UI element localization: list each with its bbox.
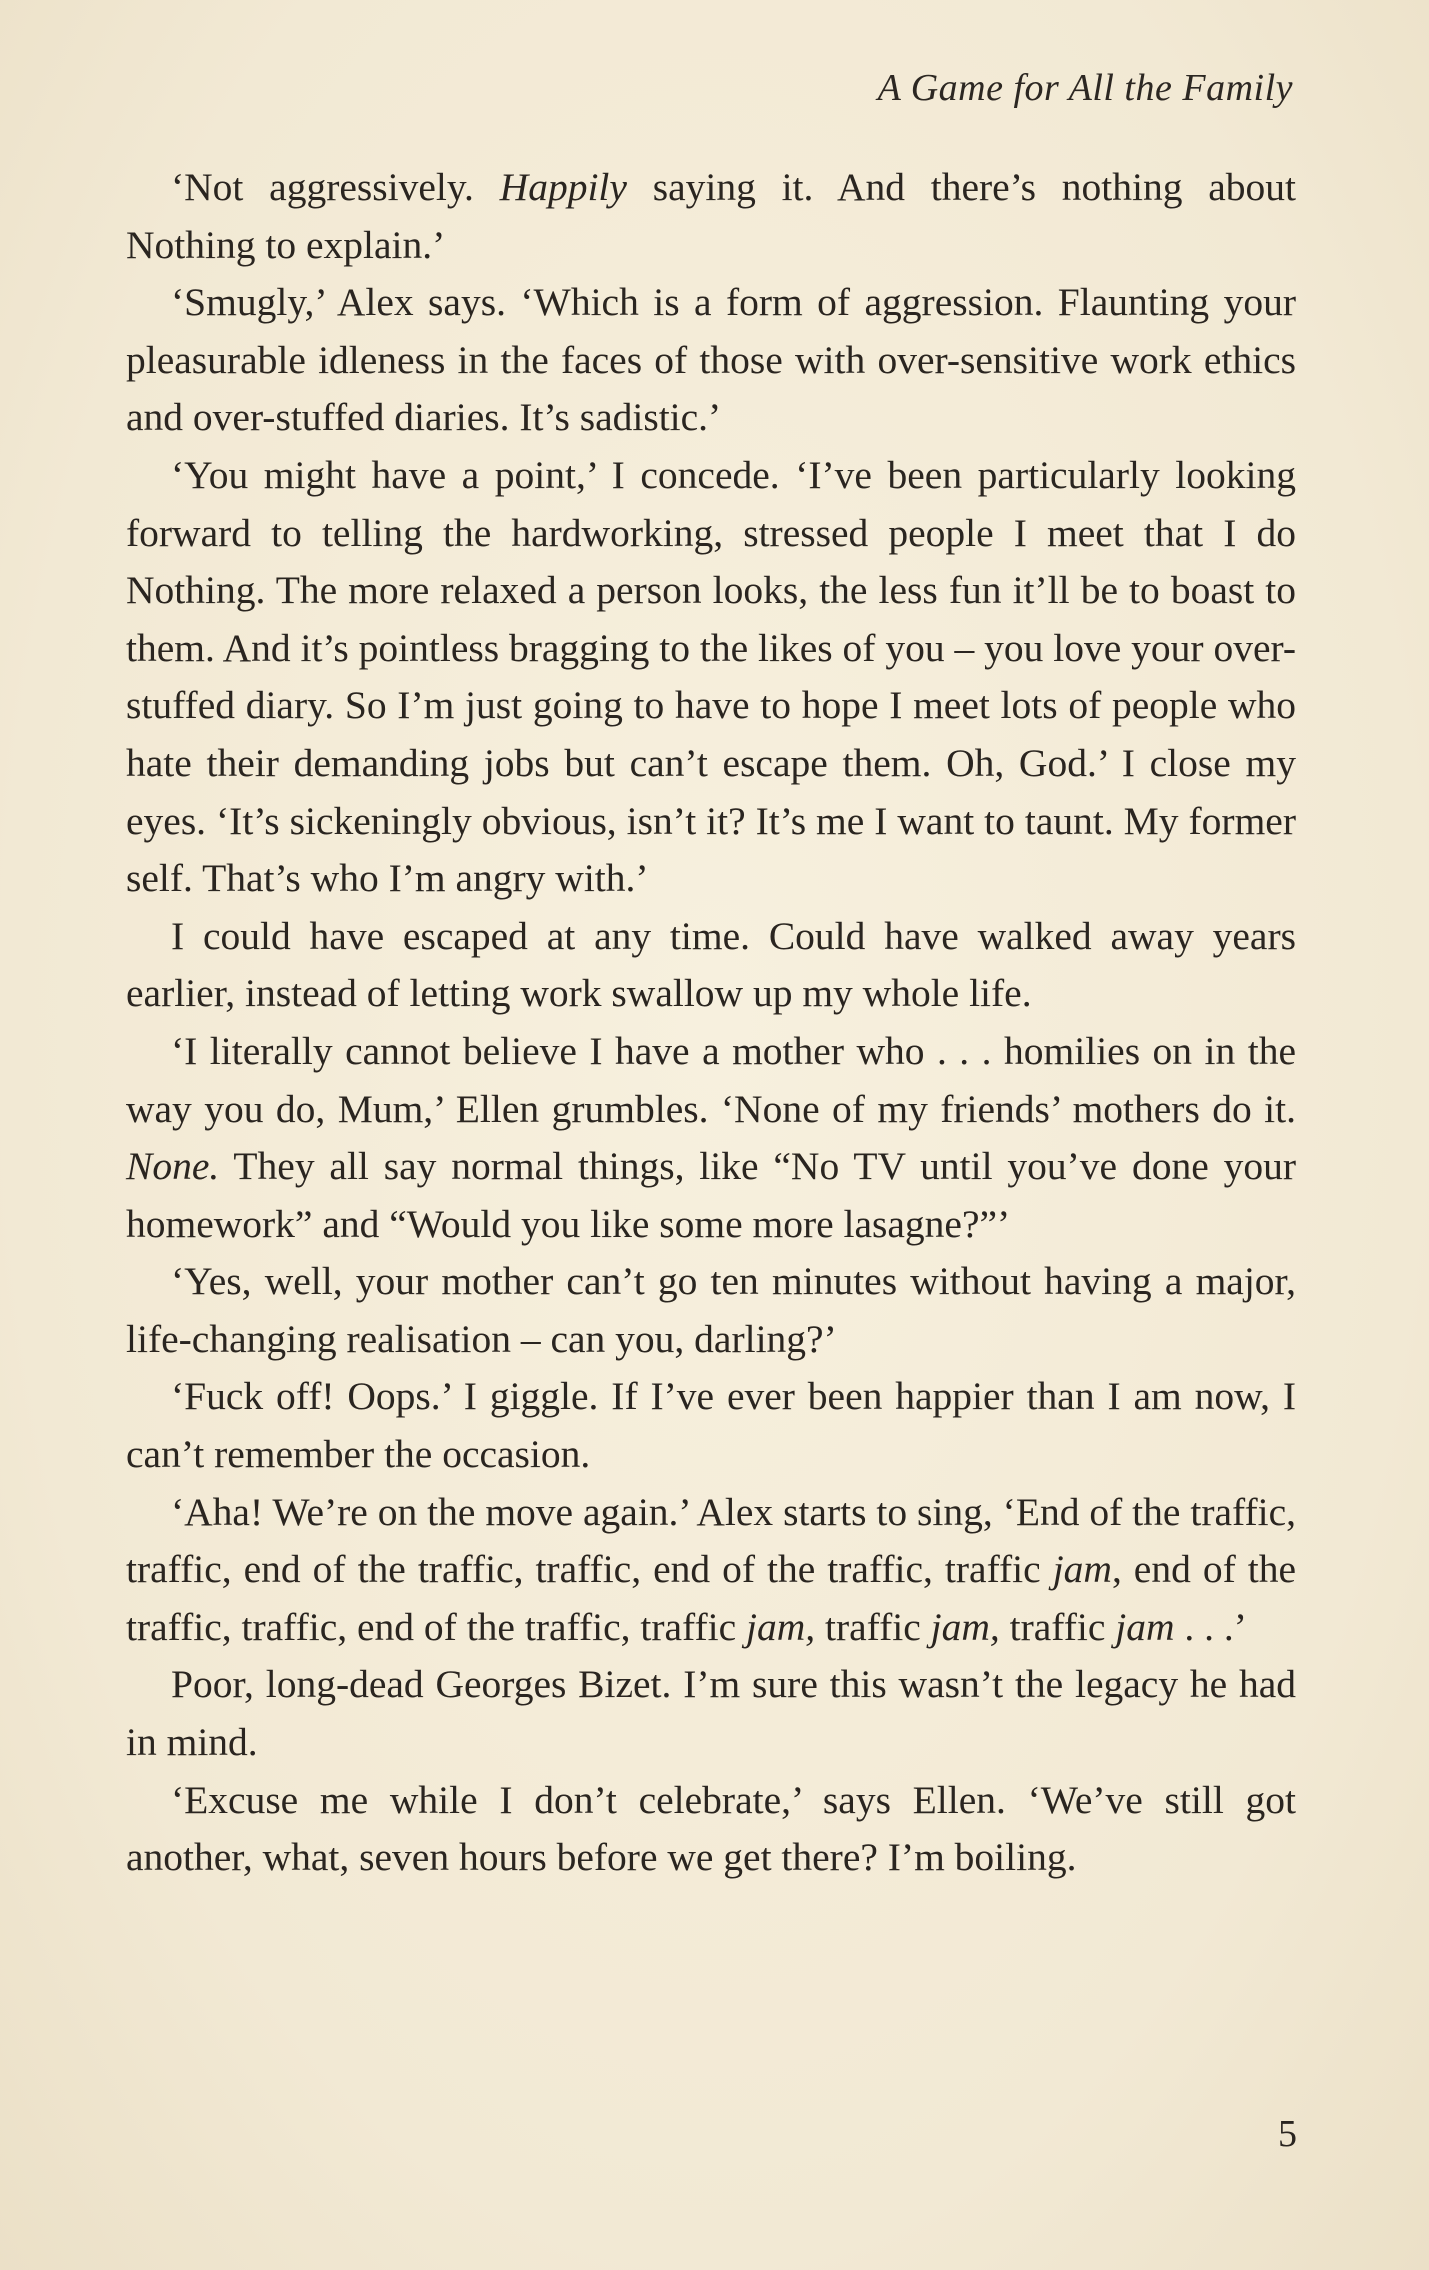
body-text xyxy=(126,159,1296,1887)
paragraph xyxy=(126,908,1296,1023)
text-run: ‘Not aggressively. xyxy=(171,165,500,209)
text-run: They all say normal things, like “No TV until you’ve done your homework” and “Would you like some more lasagne?”’ xyxy=(126,1144,1296,1246)
paragraph xyxy=(126,1253,1296,1368)
italic-text: jam, xyxy=(745,1604,816,1649)
text-run: traffic xyxy=(999,1604,1116,1649)
page-number: 5 xyxy=(1278,2113,1297,2155)
paragraph xyxy=(126,447,1296,908)
italic-text: None. xyxy=(126,1144,220,1189)
text-run: ‘Fuck off! Oops.’ I giggle. If I’ve ever been happier than I am now, I can’t remember the occasion. xyxy=(126,1374,1296,1477)
text-run: saying it. And there’s nothing about Nothing to explain.’ xyxy=(126,165,1297,267)
italic-text: Happily xyxy=(499,165,627,209)
text-run: . . .’ xyxy=(1174,1604,1247,1649)
paragraph xyxy=(126,1772,1296,1887)
text-run: ‘You might have a point,’ I concede. ‘I’ve been particularly looking forward to telling the hardworking, stressed people I meet that I do Nothing. The more relaxed a person looks, the less fun it’ll be to boast to them. And it’s pointless bragging to the likes of you – you love your over-stuffed diary. So I’m just going to have to hope I meet lots of people who hate their demanding jobs but can’t escape them. Oh, God.’ I close my eyes. ‘It’s sickeningly obvious, isn’t it? It’s me I want to taunt. My former self. That’s who I’m angry with.’ xyxy=(126,452,1296,901)
text-run: ‘Excuse me while I don’t celebrate,’ says Ellen. ‘We’ve still got another, what, seven hours before we get there? I’m boiling. xyxy=(126,1777,1296,1880)
text-run: traffic xyxy=(815,1604,931,1649)
text-run: ‘I literally cannot believe I have a mother who . . . homilies on in the way you do, Mum,’ Ellen grumbles. ‘None of my friends’ mothers do it. xyxy=(126,1028,1296,1131)
paragraph xyxy=(126,1368,1296,1483)
text-run: ‘Aha! We’re on the move again.’ Alex starts to sing, ‘End of the traffic, traffic, end of the traffic, traffic, end of the traffic, traffic xyxy=(126,1489,1296,1592)
italic-text: jam xyxy=(1052,1547,1112,1592)
text-run: I could have escaped at any time. Could have walked away years earlier, instead of letting work swallow up my whole life. xyxy=(126,913,1296,1016)
italic-text: jam xyxy=(1115,1604,1175,1649)
running-head: A Game for All the Family xyxy=(877,67,1293,109)
italic-text: jam, xyxy=(930,1604,1000,1649)
paragraph xyxy=(126,1023,1296,1253)
paragraph xyxy=(126,274,1296,447)
text-run: , end of the traffic, traffic, end of the traffic, traffic xyxy=(126,1547,1297,1649)
paragraph xyxy=(126,1484,1296,1657)
text-run: ‘Yes, well, your mother can’t go ten minutes without having a major, life-changing realisation – can you, darling?’ xyxy=(126,1259,1296,1361)
paragraph xyxy=(126,159,1296,274)
text-run: Poor, long-dead Georges Bizet. I’m sure this wasn’t the legacy he had in mind. xyxy=(126,1662,1296,1765)
paragraph xyxy=(126,1656,1296,1771)
text-run: ‘Smugly,’ Alex says. ‘Which is a form of aggression. Flaunting your pleasurable idleness in the faces of those with over-sensitive work ethics and over-stuffed diaries. It’s sadistic.’ xyxy=(126,280,1296,440)
